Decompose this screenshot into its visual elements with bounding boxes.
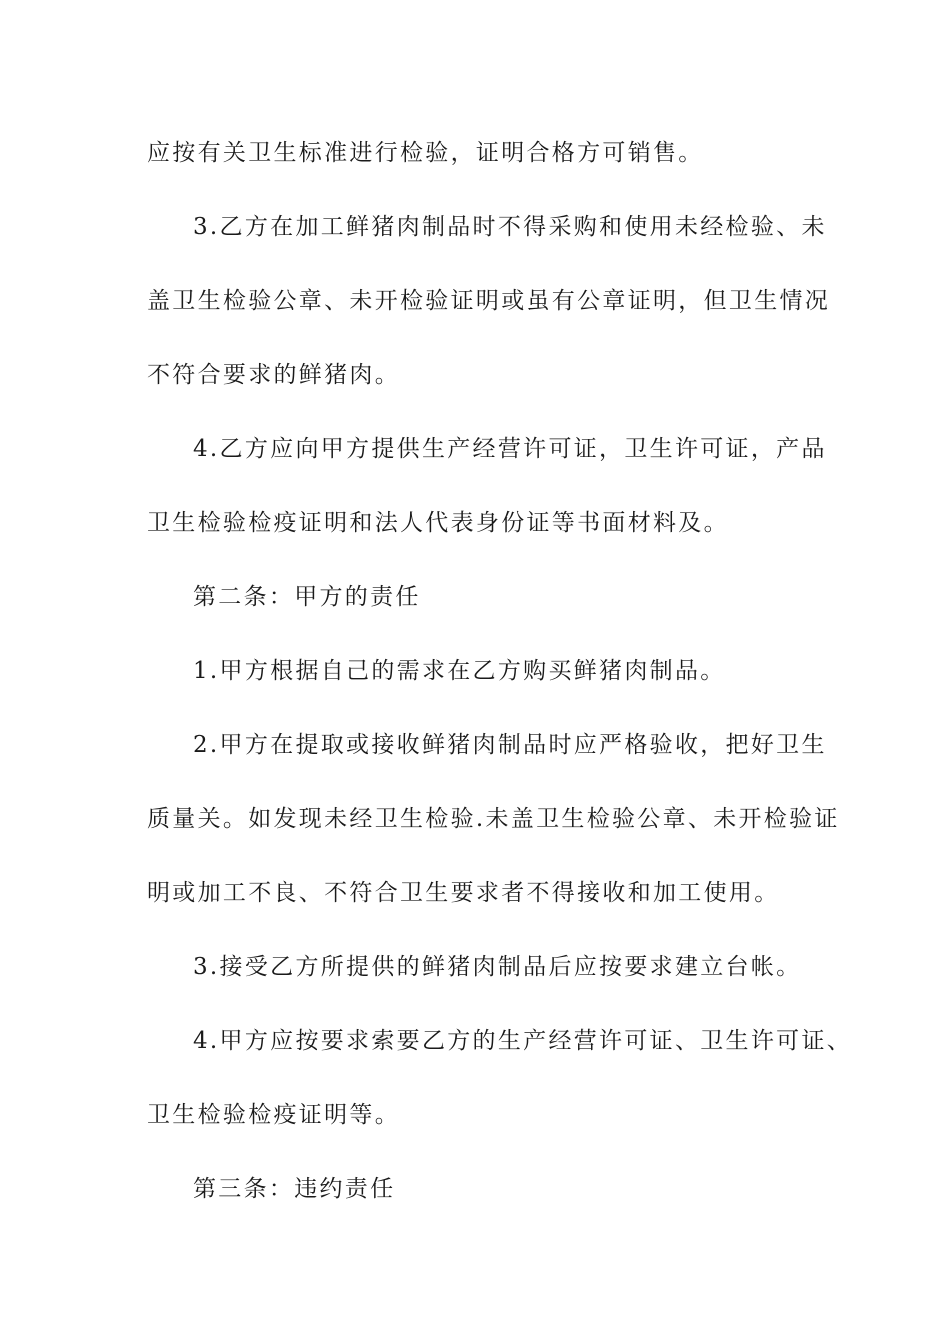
- text-line-2: 3.乙方在加工鲜猪肉制品时不得采购和使用未经检验、未: [193, 214, 827, 240]
- text-line-8: 1.甲方根据自己的需求在乙方购买鲜猪肉制品。: [193, 658, 726, 684]
- text-line-4: 不符合要求的鲜猪肉。: [147, 362, 400, 388]
- section-heading-2: 第二条：甲方的责任: [193, 584, 421, 610]
- text-line-12: 3.接受乙方所提供的鲜猪肉制品后应按要求建立台帐。: [193, 954, 802, 980]
- text-line-11: 明或加工不良、不符合卫生要求者不得接收和加工使用。: [147, 880, 780, 906]
- text-line-5: 4.乙方应向甲方提供生产经营许可证，卫生许可证，产品: [193, 436, 827, 462]
- section-heading-3: 第三条：违约责任: [193, 1176, 396, 1202]
- text-line-3: 盖卫生检验公章、未开检验证明或虽有公章证明，但卫生情况: [147, 288, 831, 314]
- text-line-10: 质量关。如发现未经卫生检验.未盖卫生检验公章、未开检验证: [147, 806, 840, 832]
- text-line-13: 4.甲方应按要求索要乙方的生产经营许可证、卫生许可证、: [193, 1028, 853, 1054]
- text-line-6: 卫生检验检疫证明和法人代表身份证等书面材料及。: [147, 510, 729, 536]
- text-line-14: 卫生检验检疫证明等。: [147, 1102, 400, 1128]
- text-line-9: 2.甲方在提取或接收鲜猪肉制品时应严格验收，把好卫生: [193, 732, 827, 758]
- text-line-1: 应按有关卫生标准进行检验，证明合格方可销售。: [147, 140, 704, 166]
